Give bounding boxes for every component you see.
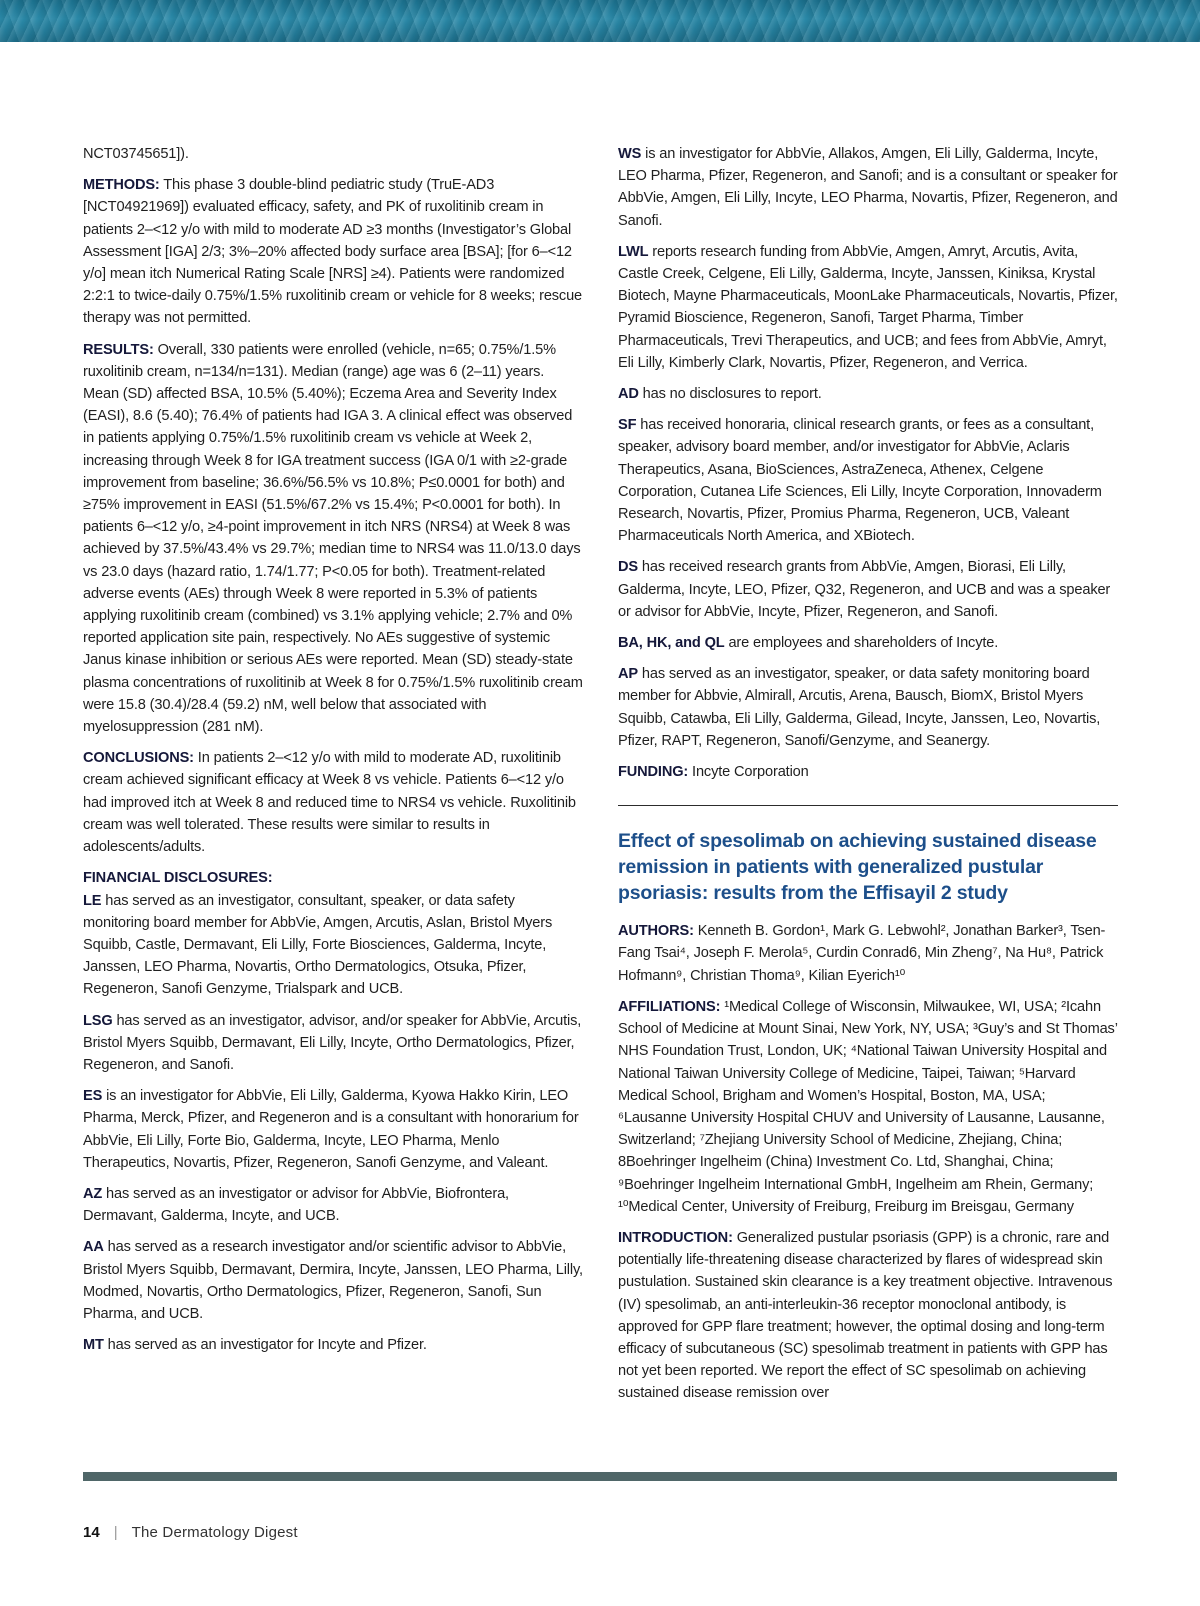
disclosure-ds: DS has received research grants from AbbVie, Amgen, Biorasi, Eli Lilly, Galderma, Incyte, LEO, Pfizer, Q32, Regeneron, and UCB and was a speaker or advisor for AbbVie, Incyte, Pfizer, Regeneron, and Sanofi. [618, 559, 1111, 620]
disclosure-es: ES is an investigator for AbbVie, Eli Lilly, Galderma, Kyowa Hakko Kirin, LEO Pharma, Merck, Pfizer, and Regeneron and is a consultant with honorarium for AbbVie, Eli Lilly, Forte Bio, Galderma, Incyte, LEO Pharma, Menlo Therapeutics, Novartis, Pfizer, Regeneron, Sanofi Genzyme, and Valeant. [83, 1088, 579, 1171]
paragraph-methods: METHODS: This phase 3 double-blind pediatric study (TruE-AD3 [NCT04921969]) evaluated efficacy, safety, and PK of ruxolitinib cream in patients 2–<12 y/o with mild to moderate AD ≥3 months (Investigator’s Global Assessment [IGA] 2/3; 3%–20% affected body surface area [BSA]; [for 6–<12 y/o] mean itch Numerical Rating Scale [NRS] ≥4). Patients were randomized 2:2:1 to twice-daily 0.75%/1.5% ruxolitinib cream or vehicle for 8 weeks; rescue therapy was not permitted. [83, 177, 583, 327]
page-footer [83, 1524, 298, 1541]
section-divider [618, 805, 1118, 806]
paragraph-results: RESULTS: Overall, 330 patients were enrolled (vehicle, n=65; 0.75%/1.5% ruxolitinib cream, n=134/n=131). Median (range) age was 6 (2–11) years. Mean (SD) affected BSA, 10.5% (5.40%); Eczema Area and Severity Index (EASI), 8.6 (5.40); 76.4% of patients had IGA 3. A clinical effect was observed in patients applying 0.75%/1.5% ruxolitinib cream vs vehicle at Week 2, increasing through Week 8 for IGA treatment success (IGA 0/1 with ≥2-grade improvement from baseline; 36.6%/56.5% vs 10.8%; P≤0.0001 for both) and ≥75% improvement in EASI (51.5%/67.2% vs 15.4%; P<0.0001 for both). In patients 6–<12 y/o, ≥4-point improvement in itch NRS (NRS4) at Week 8 was achieved by 37.5%/43.4% vs 29.7%; median time to NRS4 was 11.0/13.0 days vs 23.0 days (hazard ratio, 1.74/1.77; P<0.05 for both). Treatment-related adverse events (AEs) through Week 8 were reported in 5.3% of patients applying ruxolitinib cream (combined) vs 3.1% applying vehicle; 2.7% and 0% reported application site pain, respectively. No AEs suggestive of systemic Janus kinase inhibition or serious AEs were reported. Mean (SD) steady-state plasma concentrations of ruxolitinib at Week 8 for 0.75%/1.5% ruxolitinib cream were 15.8 (30.4)/28.4 (59.2) nM, well below that associated with myelosuppression (281 nM). [83, 341, 583, 736]
footer-rule [83, 1472, 1117, 1481]
disclosure-ws: WS is an investigator for AbbVie, Allakos, Amgen, Eli Lilly, Galderma, Incyte, LEO Pharma, Pfizer, Regeneron, and Sanofi; and is a consultant or speaker for AbbVie, Amgen, Eli Lilly, Incyte, LEO Pharma, Novartis, Pfizer, Regeneron, and Sanofi. [618, 146, 1118, 229]
disclosure-ba-hk-ql: BA, HK, and QL are employees and shareholders of Incyte. [618, 635, 999, 652]
disclosure-ap: AP has served as an investigator, speaker, or data safety monitoring board member for Abbvie, Almirall, Arcutis, Arena, Bausch, BiomX, Bristol Myers Squibb, Catawba, Eli Lilly, Galderma, Gilead, Incyte, Janssen, Leo, Novartis, Pfizer, RAPT, Regeneron, Sanofi/Genzyme, and Seanergy. [618, 666, 1101, 749]
publication-name: The Dermatology Digest [131, 1524, 298, 1541]
page-number: 14 [83, 1524, 100, 1541]
disclosure-az: AZ has served as an investigator or advisor for AbbVie, Biofrontera, Dermavant, Galderma, Incyte, and UCB. [83, 1185, 509, 1225]
disclosure-aa: AA has served as a research investigator and/or scientific advisor to AbbVie, Bristol Myers Squibb, Dermavant, Dermira, Incyte, Janssen, LEO Pharma, Lilly, Modmed, Novartis, Ortho Dermatologics, Pfizer, Regeneron, Sanofi, Sun Pharma, and UCB. [83, 1239, 583, 1322]
ocean-header-banner [0, 0, 1200, 42]
disclosure-mt: MT has served as an investigator for Incyte and Pfizer. [83, 1337, 427, 1354]
paragraph-continuation: NCT03745651]). [83, 146, 189, 162]
right-column [618, 143, 1118, 1414]
disclosure-lwl: LWL reports research funding from AbbVie, Amgen, Amryt, Arcutis, Avita, Castle Creek, Celgene, Eli Lilly, Galderma, Incyte, Janssen, Kiniksa, Krystal Biotech, Mayne Pharmaceuticals, MoonLake Pharmaceuticals, Novartis, Pfizer, Pyramid Bioscience, Regeneron, Sanofi, Target Pharma, Timber Pharmaceuticals, Trevi Therapeutics, and UCB; and fees from AbbVie, Amryt, Eli Lilly, Kimberly Clark, Novartis, Pfizer, Regeneron, and Verrica. [618, 243, 1118, 371]
funding-statement: FUNDING: Incyte Corporation [618, 764, 809, 781]
disclosure-sf: SF has received honoraria, clinical research grants, or fees as a consultant, speaker, advisory board member, and/or investigator for AbbVie, Aclaris Therapeutics, Asana, BioSciences, AstraZeneca, Athenex, Celgene Corporation, Cutanea Life Sciences, Eli Lilly, Incyte Corporation, Innovaderm Research, Novartis, Pfizer, Promius Pharma, Regeneron, UCB, Valeant Pharmaceuticals North America, and XBiotech. [618, 417, 1102, 545]
financial-disclosures-heading: FINANCIAL DISCLOSURES: [83, 870, 273, 887]
article-introduction: INTRODUCTION: Generalized pustular psoriasis (GPP) is a chronic, rare and potentially life-threatening disease characterized by flares of widespread skin pustulation. Sustained skin clearance is a key treatment objective. Intravenous (IV) spesolimab, an anti-interleukin-36 receptor monoclonal antibody, is approved for GPP flare treatment; however, the optimal dosing and long-term efficacy of subcutaneous (SC) spesolimab treatment in patients with GPP has not yet been reported. We report the effect of SC spesolimab on achieving sustained disease remission over [618, 1229, 1113, 1402]
paragraph-conclusions: CONCLUSIONS: In patients 2–<12 y/o with mild to moderate AD, ruxolitinib cream achieved significant efficacy at Week 8 vs vehicle. Patients 6–<12 y/o had improved itch at Week 8 and reduced time to NRS4 vs vehicle. Ruxolitinib cream was well tolerated. These results were similar to results in adolescents/adults. [83, 750, 576, 856]
article-affiliations: AFFILIATIONS: ¹Medical College of Wisconsin, Milwaukee, WI, USA; ²Icahn School of Medicine at Mount Sinai, New York, NY, USA; ³Guy’s and St Thomas’ NHS Foundation Trust, London, UK; ⁴National Taiwan University Hospital and National Taiwan University College of Medicine, Taipei, Taiwan; ⁵Harvard Medical School, Brigham and Women’s Hospital, Boston, MA, USA; ⁶Lausanne University Hospital CHUV and University of Lausanne, Lausanne, Switzerland; ⁷Zhejiang University School of Medicine, Zhejiang, China; 8Boehringer Ingelheim (China) Investment Co. Ltd, Shanghai, China; ⁹Boehringer Ingelheim International GmbH, Ingelheim am Rhein, Germany; ¹⁰Medical Center, University of Freiburg, Freiburg im Breisgau, Germany [618, 998, 1118, 1215]
disclosure-ad: AD has no disclosures to report. [618, 386, 822, 403]
disclosure-lsg: LSG has served as an investigator, advisor, and/or speaker for AbbVie, Arcutis, Bristol Myers Squibb, Dermavant, Eli Lilly, Incyte, Ortho Dermatologics, Pfizer, Regeneron, and Sanofi. [83, 1012, 582, 1073]
left-column [83, 143, 583, 1365]
disclosure-le: LE has served as an investigator, consultant, speaker, or data safety monitoring board member for AbbVie, Amgen, Arcutis, Aslan, Bristol Myers Squibb, Castle, Dermavant, Eli Lilly, Forte Biosciences, Galderma, Incyte, Janssen, LEO Pharma, Novartis, Ortho Dermatologics, Otsuka, Pfizer, Regeneron, Sanofi Genzyme, Trialspark and UCB. [83, 892, 553, 998]
article-title: Effect of spesolimab on achieving sustained disease remission in patients with generalized pustular psoriasis: results from the Effisayil 2 study [618, 830, 1097, 905]
article-authors: AUTHORS: Kenneth B. Gordon¹, Mark G. Lebwohl², Jonathan Barker³, Tsen-Fang Tsai⁴, Joseph F. Merola⁵, Curdin Conrad6, Min Zheng⁷, Na Hu⁸, Patrick Hofmann⁹, Christian Thoma⁹, Kilian Eyerich¹⁰ [618, 923, 1106, 984]
footer-separator: | [113, 1524, 118, 1541]
